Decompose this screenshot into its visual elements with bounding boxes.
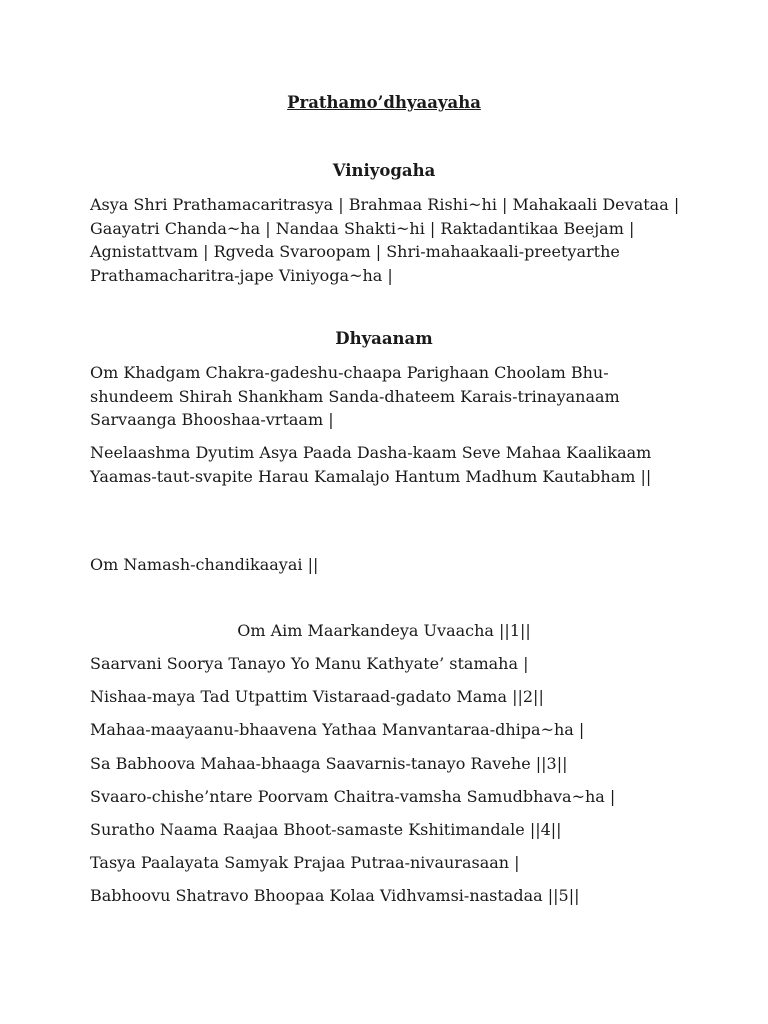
viniyogaha-heading: Viniyogaha — [332, 161, 436, 180]
chapter-title: Prathamo’dhyaayaha — [287, 93, 481, 112]
verse-line: Tasya Paalayata Samyak Prajaa Putraa-nivaurasaan | — [90, 853, 520, 872]
verse-line: Mahaa-maayaanu-bhaavena Yathaa Manvantaraa-dhipa~ha | — [90, 720, 585, 739]
verse-line: Sa Babhoova Mahaa-bhaaga Saavarnis-tanayo Ravehe ||3|| — [90, 754, 568, 773]
dhyaanam-heading: Dhyaanam — [335, 329, 433, 348]
dhyaanam-para-2: Neelaashma Dyutim Asya Paada Dasha-kaam Seve Mahaa Kaalikaam Yaamas-taut-svapite Harau Kamalajo Hantum Madhum Kautabham || — [90, 443, 652, 486]
verse-line: Babhoovu Shatravo Bhoopaa Kolaa Vidhvamsi-nastadaa ||5|| — [90, 886, 580, 905]
dhyaanam-para-1: Om Khadgam Chakra-gadeshu-chaapa Parighaan Choolam Bhu-shundeem Shirah Shankham Sanda-dhateem Karais-trinayanaam Sarvaanga Bhooshaa-vrtaam | — [90, 363, 620, 429]
viniyogaha-text: Asya Shri Prathamacaritrasya | Brahmaa Rishi~hi | Mahakaali Devataa | Gaayatri Chanda~ha | Nandaa Shakti~hi | Raktadantikaa Beejam | Agnistattvam | Rgveda Svaroopam | Shri-mahaakaali-preetyarthe Prathamacharitra-jape Viniyoga~ha | — [90, 195, 680, 285]
namash-line: Om Namash-chandikaayai || — [90, 555, 319, 574]
verse-line: Saarvani Soorya Tanayo Yo Manu Kathyate’ stamaha | — [90, 654, 529, 673]
verse-line: Nishaa-maya Tad Utpattim Vistaraad-gadato Mama ||2|| — [90, 687, 544, 706]
uvaacha-line: Om Aim Maarkandeya Uvaacha ||1|| — [237, 621, 531, 640]
verse-line: Svaaro-chishe’ntare Poorvam Chaitra-vamsha Samudbhava~ha | — [90, 787, 616, 806]
verse-line: Suratho Naama Raajaa Bhoot-samaste Kshitimandale ||4|| — [90, 820, 562, 839]
